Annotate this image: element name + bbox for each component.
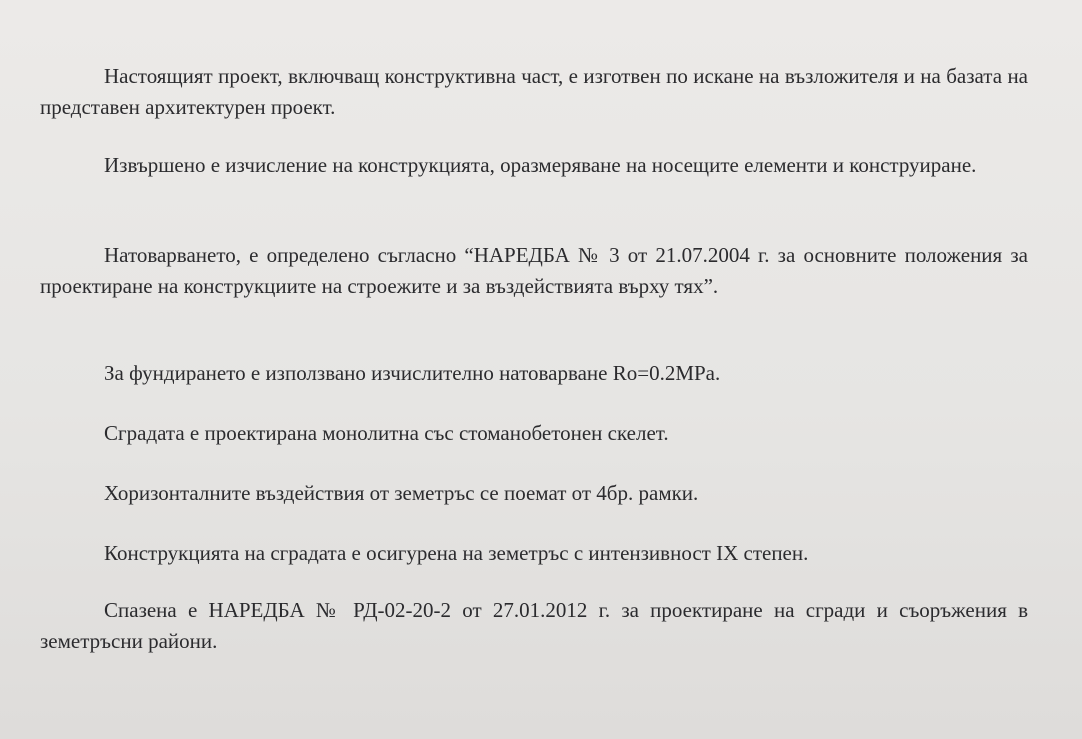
paragraph-project-scope: Настоящият проект, включващ конструктивна част, е изготвен по искане на възложителя и на базата на представен архитектурен проект. <box>40 64 1028 119</box>
paragraph-building-structure: Сградата е проектирана монолитна със стоманобетонен скелет. <box>104 421 669 445</box>
paragraph-foundation-load: За фундирането е използвано изчислително натоварване Ro=0.2MPa. <box>104 361 721 385</box>
paragraph-seismic-intensity: Конструкцията на сградата е осигурена на земетръс с интензивност IX степен. <box>104 541 809 565</box>
paragraph-calculation: Извършено е изчисление на конструкцията, оразмеряване на носещите елементи и конструиране. <box>104 153 977 177</box>
paragraph-loading-regulation: Натоварването, е определено съгласно “НАРЕДБА № 3 от 21.07.2004 г. за основните положения за проектиране на конструкциите на строежите и за въздействията върху тях”. <box>40 243 1028 298</box>
paragraph-seismic-regulation: Спазена е НАРЕДБА № РД-02-20-2 от 27.01.2012 г. за проектиране на сгради и съоръжения в земетръсни райони. <box>40 598 1028 653</box>
paragraph-horizontal-actions: Хоризонталните въздействия от земетръс се поемат от 4бр. рамки. <box>104 481 699 505</box>
